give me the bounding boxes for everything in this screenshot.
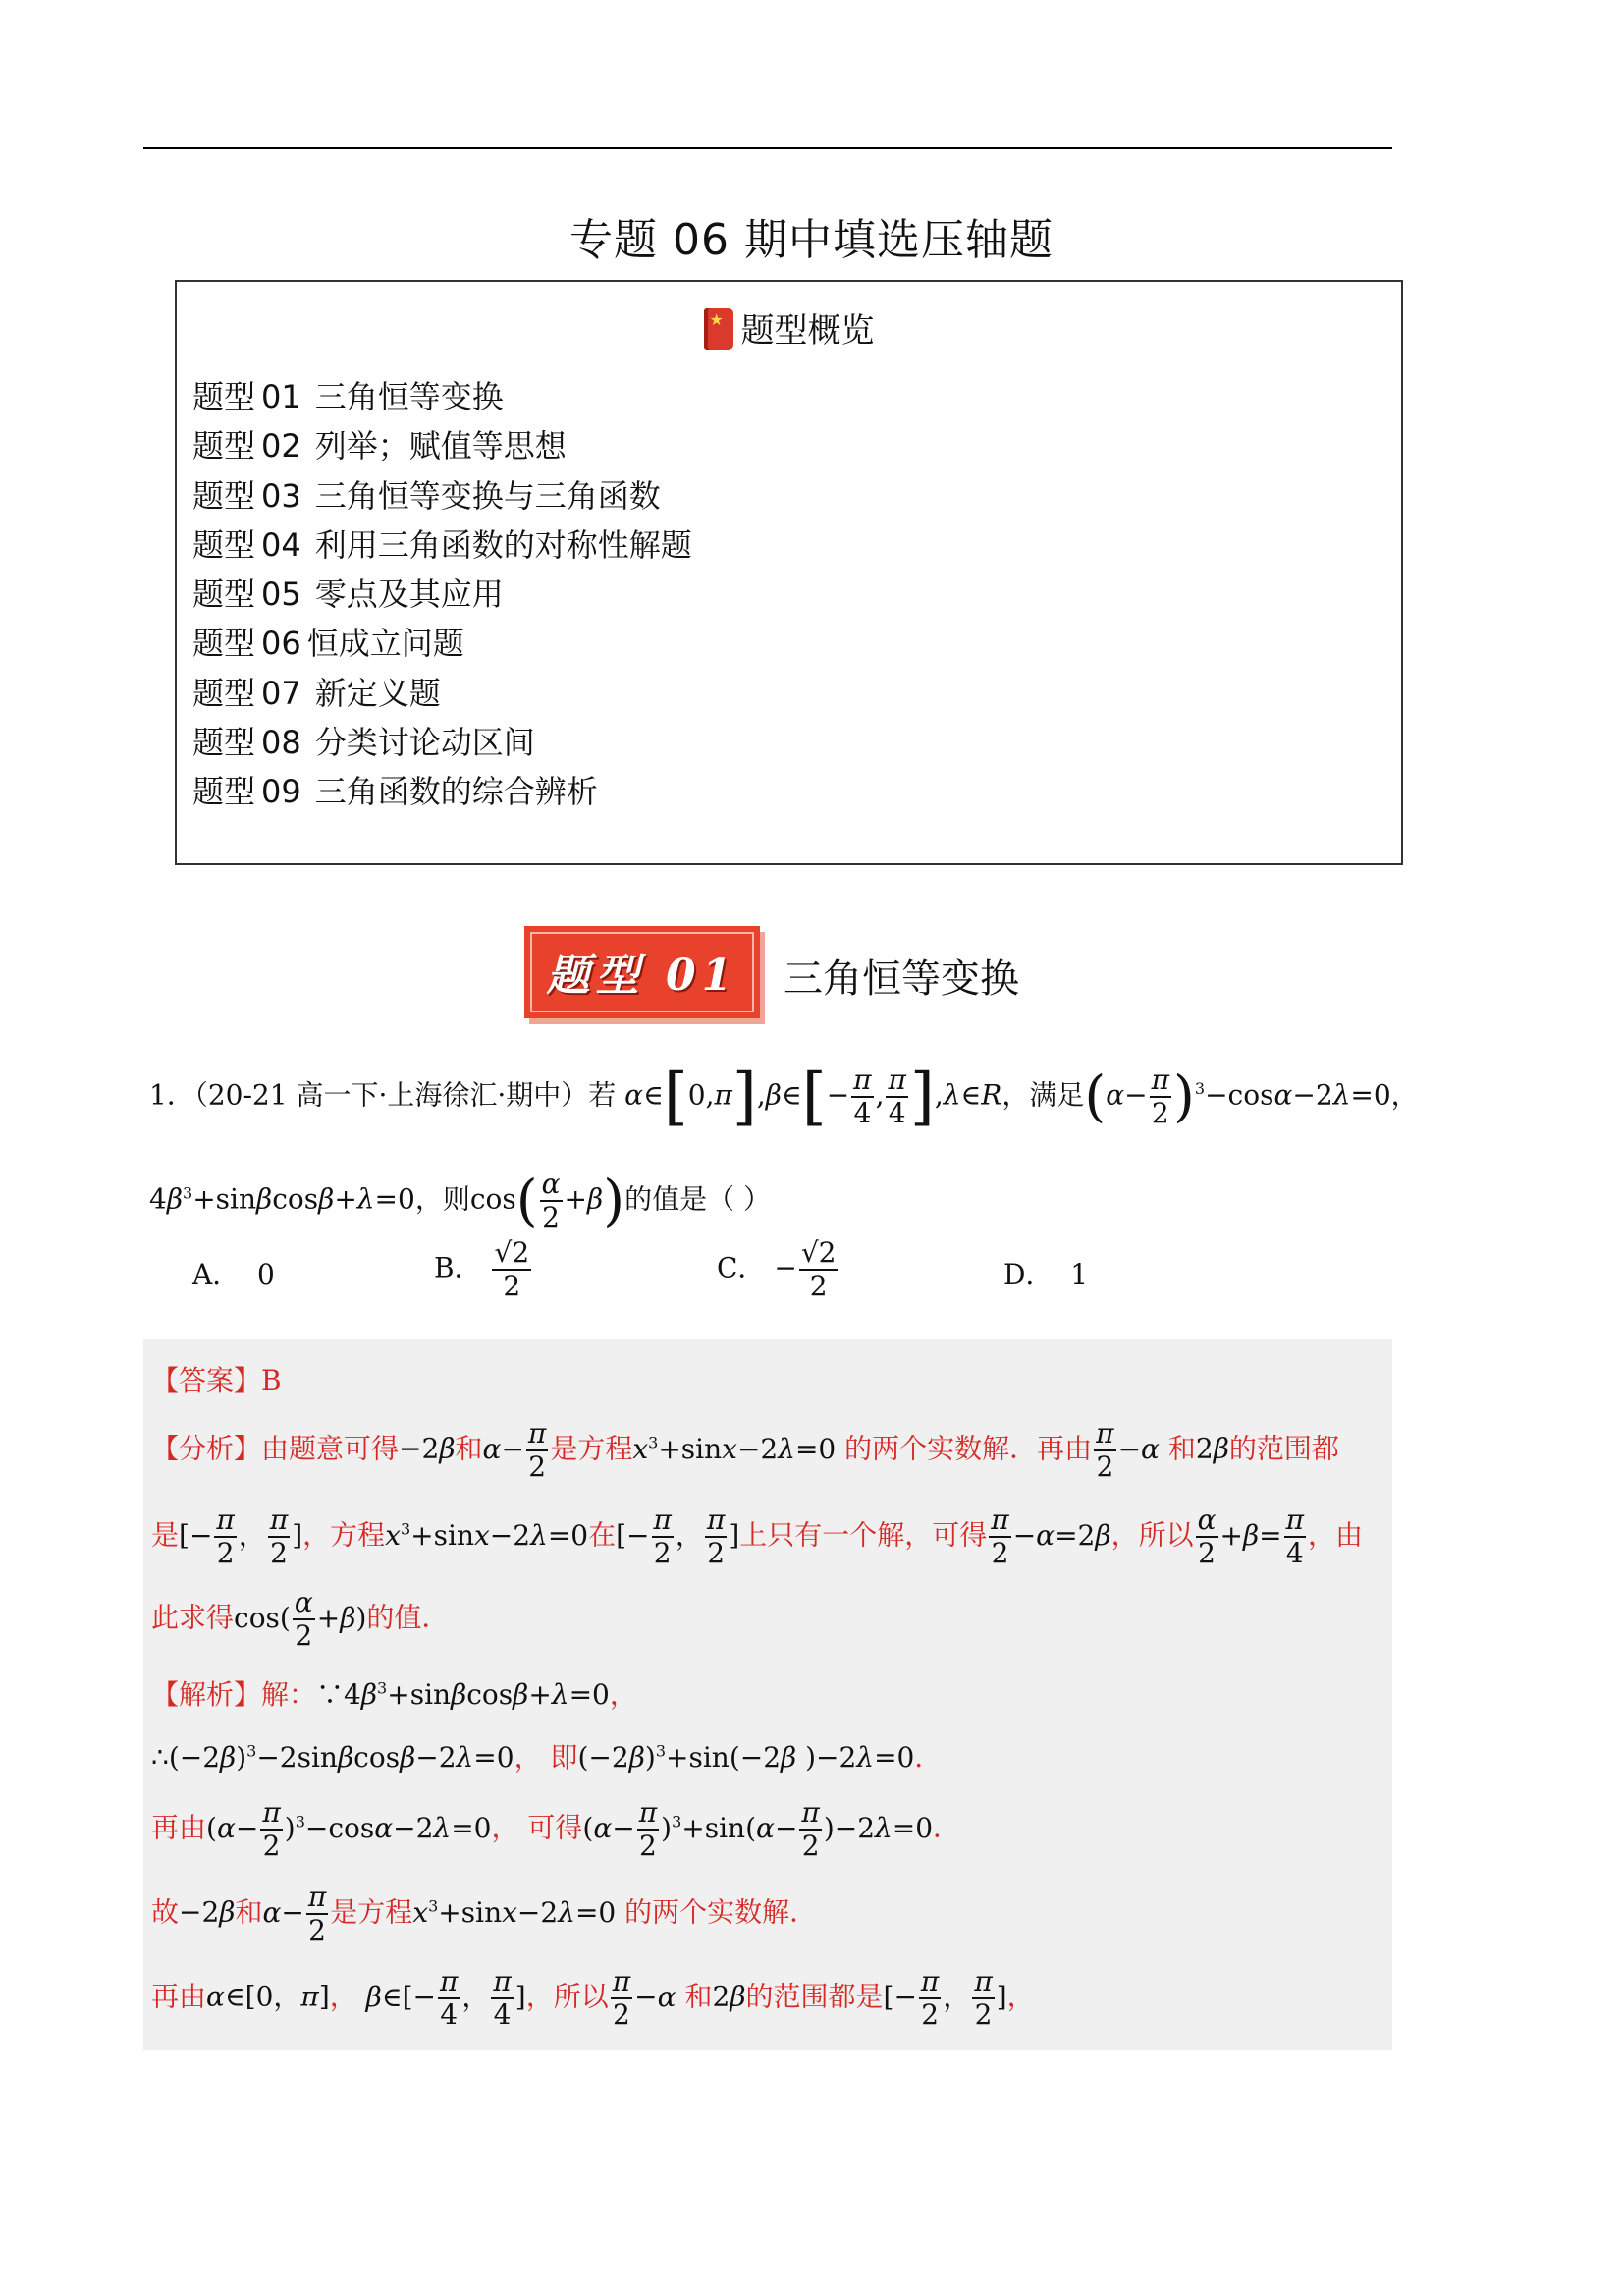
option-c[interactable]: C． − $\frac{√2}{2}$ bbox=[717, 1236, 837, 1303]
list-item: 题型 09 三角函数的综合辨析 bbox=[192, 773, 598, 811]
header-rule bbox=[143, 147, 1392, 149]
detail-line-3: 再由(α− $\frac{\pi}{2}$ )$^3$−cosα−2λ=0， 可得(α− $\frac{\pi}{2}$ )$^3$+sin(α− $\frac{\pi}{2}$ )−2λ=0． bbox=[151, 1796, 961, 1863]
list-item: 题型 08 分类讨论动区间 bbox=[192, 724, 535, 762]
list-item: 题型 06 恒成立问题 bbox=[192, 625, 464, 663]
list-item: 题型 05 零点及其应用 bbox=[192, 575, 504, 614]
document-title: 专题 06 期中填选压轴题 bbox=[569, 215, 1054, 265]
section-title: 三角恒等变换 bbox=[784, 957, 1019, 1002]
solution-panel bbox=[143, 1339, 1392, 2050]
option-a[interactable]: A． 0 bbox=[192, 1258, 275, 1290]
analysis-line-1: 【分析】由题意可得−2β和α− $\frac{\pi}{2}$ 是方程$x^3+\sin x-2\lambda=0$ 的两个实数解．再由 $\frac{\pi}{2}$ −α 和2β的范围都 bbox=[151, 1417, 1339, 1484]
analysis-line-3: 此求得cos( $\frac{\alpha}{2}$ +β)的值． bbox=[151, 1586, 450, 1653]
overview-heading bbox=[177, 303, 1401, 352]
list-item: 题型 04 利用三角函数的对称性解题 bbox=[192, 525, 692, 564]
problem-line-2: $4\beta^3+\sin\beta\cos\beta+\lambda=0$，则cos( $\frac{\alpha}{2}$ +β)的值是（ ） bbox=[149, 1168, 771, 1234]
list-item: 题型 01 三角恒等变换 bbox=[192, 378, 504, 415]
detail-line-1: 【解析】解：$\because 4\beta^3+\sin\beta\cos\beta+\lambda=0$， bbox=[151, 1678, 637, 1711]
detail-line-2: $\therefore(-2\beta)^3-2\sin\beta\cos\beta-2\lambda=0$， 即$(-2\beta)^3+\sin(-2\beta$ )−2λ=0． bbox=[151, 1741, 943, 1774]
problem-line-1: 1．（20-21 高一下·上海徐汇·期中）若 α∈[0,π],β∈[− $\frac{\pi}{4}$ , $\frac{\pi}{4}$ ],λ∈R，满足(α− $\frac{\pi}{2}$ )$^3$−cosα−2λ=0， bbox=[149, 1061, 1419, 1133]
list-item: 题型 03 三角恒等变换与三角函数 bbox=[192, 476, 661, 515]
book-icon bbox=[704, 308, 733, 350]
detail-line-4: 故−2β和α− $\frac{\pi}{2}$ 是方程$x^3+\sin x-2\lambda=0$ 的两个实数解． bbox=[151, 1881, 818, 1947]
overview-heading-text: 题型概览 bbox=[740, 311, 875, 351]
section-badge bbox=[524, 926, 760, 1018]
option-b[interactable]: B． $\frac{√2}{2}$ bbox=[434, 1236, 530, 1303]
analysis-line-2: 是[− $\frac{\pi}{2}$ ， $\frac{\pi}{2}$ ]，方程$x^3+\sin x-2\lambda=0$在[− $\frac{\pi}{2}$ ， $\frac{\pi}{2}$ ]上只有一个解，可得 $\frac{\pi}{2}$ −α=2β，所以 $\frac{\alpha}{2}$ +β= $\frac{\pi}{4}$ ，由 bbox=[151, 1503, 1364, 1570]
list-item: 题型 02 列举；赋值等思想 bbox=[192, 427, 567, 465]
option-d[interactable]: D． 1 bbox=[1003, 1258, 1089, 1290]
list-item: 题型 07 新定义题 bbox=[192, 674, 441, 712]
detail-line-5: 再由α∈[0，π]， β∈[− $\frac{\pi}{4}$ ， $\frac{\pi}{4}$ ]，所以 $\frac{\pi}{2}$ −α 和2β的范围都是[− $\frac{\pi}{2}$ ， $\frac{\pi}{2}$ ]， bbox=[151, 1965, 1035, 2032]
overview-box bbox=[175, 280, 1403, 865]
answer-line: 【答案】B bbox=[151, 1364, 282, 1396]
section-badge-text: 题型 01 bbox=[546, 951, 738, 1001]
type-list bbox=[192, 372, 692, 817]
